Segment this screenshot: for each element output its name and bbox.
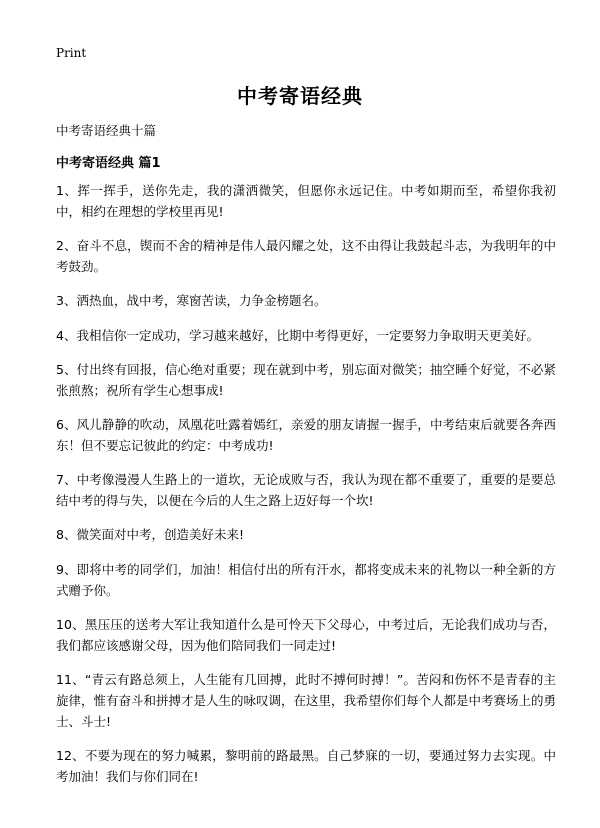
list-item: 6、风儿静静的吹动，凤凰花吐露着嫣红，亲爱的朋友请握一握手，中考结束后就要各奔西东！但不要忘记彼此的约定：中考成功!	[56, 416, 556, 453]
list-item: 9、即将中考的同学们，加油！相信付出的所有汗水，都将变成未来的礼物以一种全新的方式赠予你。	[56, 561, 556, 598]
document-subtitle: 中考寄语经典十篇	[56, 123, 157, 138]
list-item: 12、不要为现在的努力喊累，黎明前的路最黑。自己梦寐的一切，要通过努力去实现。中考加油！我们与你们同在!	[56, 748, 556, 785]
item-list	[56, 180, 556, 800]
list-item: 3、洒热血，战中考，寒窗苦读，力争金榜题名。	[56, 293, 327, 309]
list-item: 8、微笑面对中考，创造美好未来!	[56, 527, 244, 543]
list-item: 7、中考像漫漫人生路上的一道坎，无论成败与否，我认为现在都不重要了，重要的是要总结中考的得与失，以便在今后的人生之路上迈好每一个坎!	[56, 472, 556, 509]
page-title: 中考寄语经典	[237, 84, 363, 108]
list-item: 11、“青云有路总须上，人生能有几回搏，此时不搏何时搏！”。苦闷和伤怀不是青春的主旋律，惟有奋斗和拼搏才是人生的咏叹调，在这里，我希望你们每个人都是中考赛场上的勇士、斗士!	[56, 671, 557, 729]
print-link[interactable]: Print	[56, 46, 87, 60]
list-item: 5、付出终有回报，信心绝对重要；现在就到中考，别忘面对微笑；抽空睡个好觉，不必紧张煎熬；祝所有学生心想事成!	[56, 361, 556, 398]
section-heading: 中考寄语经典 篇1	[56, 156, 161, 171]
list-item: 2、奋斗不息，锲而不舍的精神是伟人最闪耀之处，这不由得让我鼓起斗志，为我明年的中考鼓劲。	[56, 238, 556, 275]
list-item: 1、挥一挥手，送你先走，我的潇洒微笑，但愿你永远记住。中考如期而至，希望你我初中，相约在理想的学校里再见!	[56, 183, 556, 219]
list-item: 4、我相信你一定成功，学习越来越好，比期中考得更好，一定要努力争取明天更美好。	[56, 327, 539, 343]
list-item: 10、黑压压的送考大军让我知道什么是可怜天下父母心，中考过后，无论我们成功与否，我们都应该感谢父母，因为他们陪同我们一同走过!	[56, 616, 556, 653]
